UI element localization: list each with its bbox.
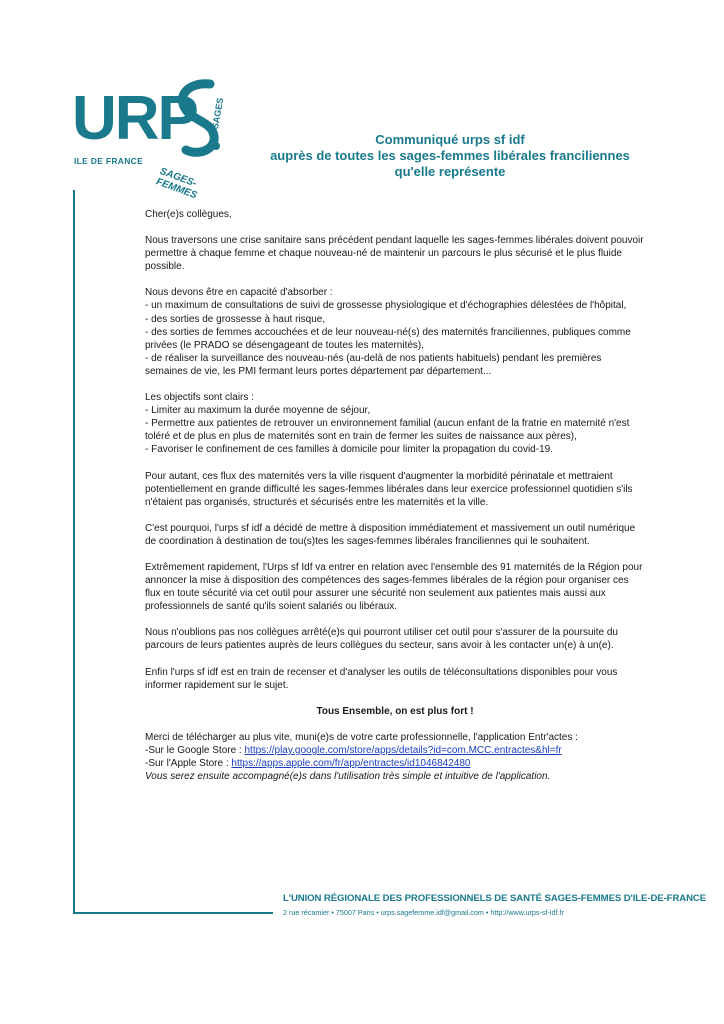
list-item: - un maximum de consultations de suivi de grossesse physiologique et d'échographies délestées de l'hôpital,: [145, 300, 627, 312]
apple-store-label: -Sur l'Apple Store :: [145, 758, 232, 769]
paragraph-download: [145, 731, 645, 783]
footer-address: 2 rue récamier • 75007 Paris • urps.sagefemme.idf@gmail.com • http://www.urps-sf-idf.fr: [283, 908, 564, 917]
logo-sages-femmes-text: SAGES-FEMMES: [154, 166, 199, 202]
list-item: - des sorties de femmes accouchées et de leur nouveau-né(s) des maternités franciliennes, publiques comme privées (le PRADO se désengageant de toutes les maternités),: [145, 326, 631, 351]
download-intro: Merci de télécharger au plus vite, muni(e)s de votre carte professionnelle, l'application Entr'actes :: [145, 731, 578, 743]
list-item: - Permettre aux patientes de retrouver un environnement familial (aucun enfant de la fratrie en maternité n'est toléré et de plus en plus de maternités sont en train de fermer les suites de naissance aux pères),: [145, 418, 630, 443]
footer-org-name: L'UNION RÉGIONALE DES PROFESSIONNELS DE SANTÉ SAGES-FEMMES D'ILE-DE-FRANCE: [283, 893, 707, 904]
salutation: Cher(e)s collègues,: [145, 209, 232, 220]
title-line-1: Communiqué urps sf idf: [375, 132, 525, 147]
communique-title: [250, 132, 650, 180]
closing-note: Vous serez ensuite accompagné(e)s dans l'utilisation très simple et intuitive de l'application.: [145, 771, 551, 783]
list-item: - des sorties de grossesse à haut risque,: [145, 313, 326, 325]
google-store-link[interactable]: https://play.google.com/store/apps/details?id=com.MCC.entractes&hl=fr: [244, 744, 562, 756]
paragraph-absorb: [145, 286, 645, 378]
paragraph-crisis: Nous traversons une crise sanitaire sans précédent pendant laquelle les sages-femmes libérales doivent pouvoir permettre à chaque femme et chaque nouveau-né de maintenir un parcours le plus sécurisé et le plus fluide possible.: [145, 235, 644, 273]
absorb-intro: Nous devons être en capacité d'absorber :: [145, 287, 333, 299]
footer-rule: [73, 912, 273, 914]
paragraph-tool: C'est pourquoi, l'urps sf idf a décidé de mettre à disposition immédiatement et massivement un outil numérique de coordination à destination de tou(s)tes les sages-femmes libérales franciliennes qui le souhaitent.: [145, 522, 636, 547]
slogan: Tous Ensemble, on est plus fort !: [316, 705, 474, 717]
google-store-label: -Sur le Google Store :: [145, 744, 245, 756]
urps-logo: [72, 84, 232, 202]
left-border-line: [73, 190, 75, 914]
list-item: - de réaliser la surveillance des nouveau-nés (au-delà de nos patients habituels) pendant les premières semaines de vie, les PMI fermant leurs portes département par département...: [145, 352, 602, 377]
list-item: - Limiter au maximum la durée moyenne de séjour,: [145, 405, 371, 417]
title-line-2: auprès de toutes les sages-femmes libérales franciliennes: [270, 148, 630, 163]
list-item: - Favoriser le confinement de ces familles à domicile pour limiter la propagation du covid-19.: [145, 444, 553, 456]
paragraph-objectives: [145, 391, 645, 456]
paragraph-teleconsult: Enfin l'urps sf idf est en train de recenser et d'analyser les outils de téléconsultations disponibles pour vous informer rapidement sur le sujet.: [145, 666, 618, 691]
paragraph-colleagues: Nous n'oublions pas nos collègues arrêté(e)s qui pourront utiliser cet outil pour s'assurer de la poursuite du parcours de leurs patientes auprès de leurs collègues du secteur, sans avoir à les contacter un(e) à un(e).: [145, 627, 618, 652]
title-line-3: qu'elle représente: [394, 164, 506, 179]
apple-store-link[interactable]: https://apps.apple.com/fr/app/entractes/id1046842480: [231, 758, 471, 769]
logo-sages-text: SAGES: [210, 96, 226, 130]
paragraph-maternities: Extrêmement rapidement, l'Urps sf Idf va entrer en relation avec l'ensemble des 91 maternités de la Région pour annoncer la mise à disposition des compétences des sages-femmes libérales de la région pour organiser ces flux en toute sécurité via cet outil pour assurer une sécurité non seulement aux patientes mais aussi aux professionnels de santé qu'ils soient salariés ou libéraux.: [145, 561, 643, 613]
letter-body: [145, 208, 645, 796]
logo-region-text: ILE DE FRANCE: [74, 156, 144, 166]
objectives-intro: Les objectifs sont clairs :: [145, 392, 254, 404]
paragraph-flux: Pour autant, ces flux des maternités vers la ville risquent d'augmenter la morbidité périnatale et mettraient potentiellement en grande difficulté les sages-femmes libérales dans leur exercice professionnel quotidien s'ils n'étaient pas organisés, structurés et sécurisés entre les maternités et la ville.: [145, 470, 633, 508]
logo-urp-text: URP: [72, 84, 197, 153]
